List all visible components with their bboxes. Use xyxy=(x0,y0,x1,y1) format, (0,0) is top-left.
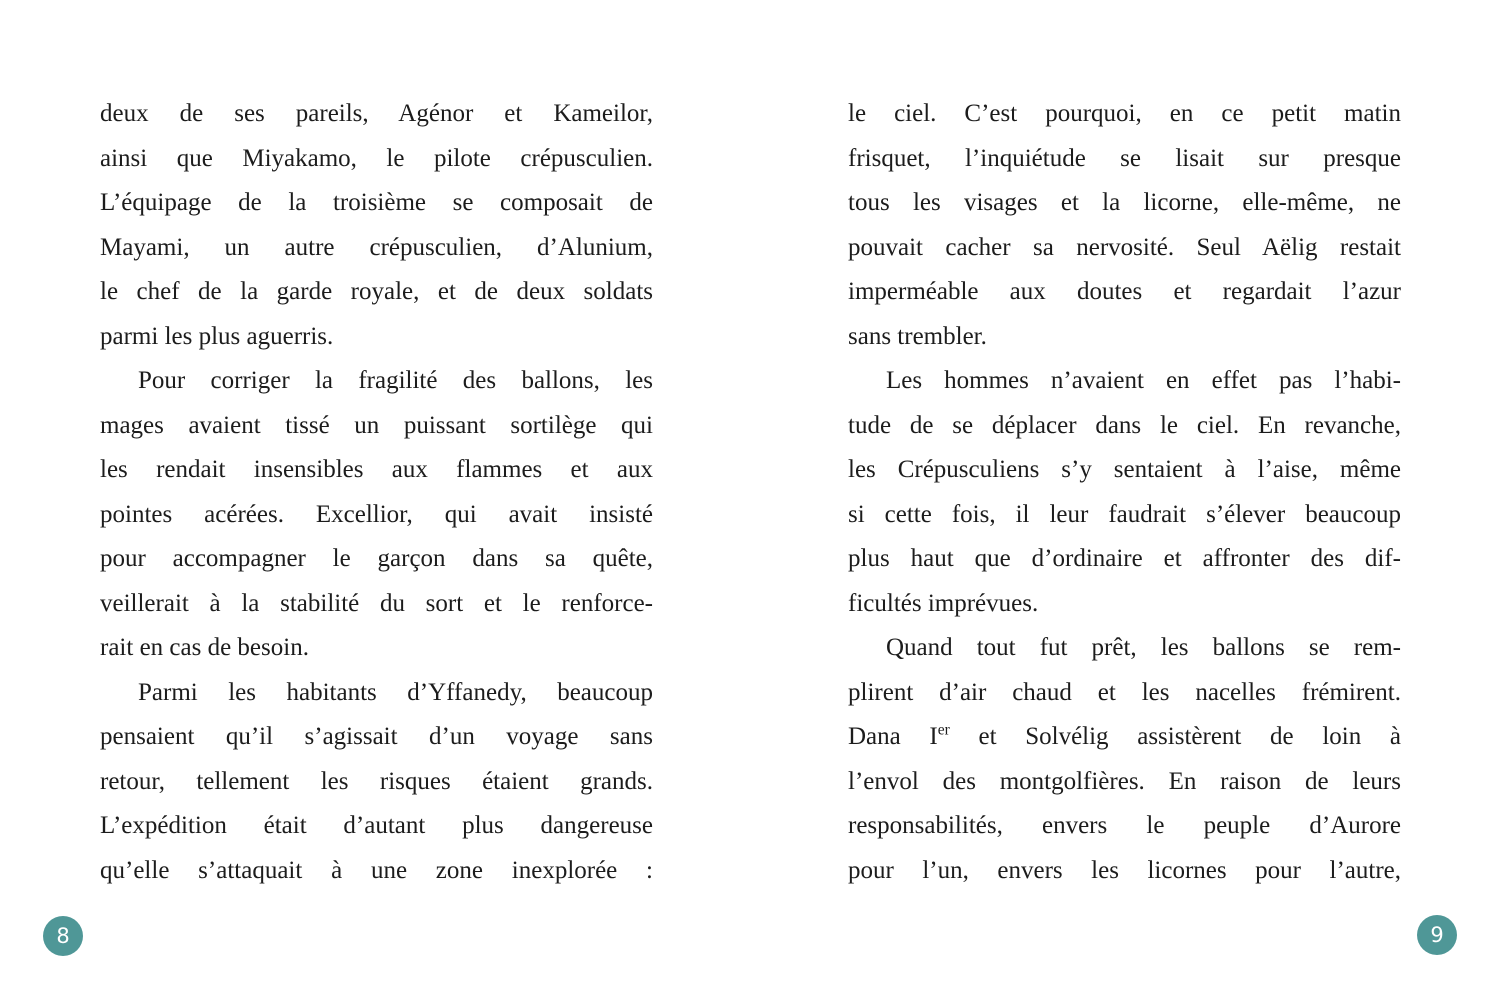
text-line: tous les visages et la licorne, elle-même, ne xyxy=(848,189,1401,216)
page-number-badge xyxy=(1417,915,1457,955)
text-line: si cette fois, il leur faudrait s’élever beaucoup xyxy=(848,500,1401,528)
text-line: pensaient qu’il s’agissait d’un voyage sans xyxy=(100,723,653,750)
text-line: pour accompagner le garçon dans sa quête, xyxy=(100,545,653,572)
text-line: mages avaient tissé un puissant sortilège qui xyxy=(100,411,653,439)
text-line: pour l’un, envers les licornes pour l’autre, xyxy=(848,856,1401,884)
text-line: plirent d’air chaud et les nacelles frémirent. xyxy=(848,678,1401,706)
page-number: 9 xyxy=(1430,923,1444,947)
text-line: Parmi les habitants d’Yffanedy, beaucoup xyxy=(138,678,653,706)
text-line: L’expédition était d’autant plus dangereuse xyxy=(100,812,653,839)
text-line: parmi les plus aguerris. xyxy=(100,322,334,350)
text-line: qu’elle s’attaquait à une zone inexplorée : xyxy=(100,856,653,884)
text-line: Quand tout fut prêt, les ballons se rem- xyxy=(886,634,1401,661)
paragraph xyxy=(100,92,653,359)
text-line: frisquet, l’inquiétude se lisait sur presque xyxy=(848,144,1401,172)
text-line: les Crépusculiens s’y sentaient à l’aise, même xyxy=(848,456,1401,483)
text-line: responsabilités, envers le peuple d’Aurore xyxy=(848,812,1401,839)
text-line: les rendait insensibles aux flammes et aux xyxy=(100,456,653,483)
paragraph xyxy=(848,626,1401,893)
text-line: plus haut que d’ordinaire et affronter des dif- xyxy=(848,545,1401,572)
text-line: l’envol des montgolfières. En raison de leurs xyxy=(848,767,1401,795)
text-line: pointes acérées. Excellior, qui avait insisté xyxy=(100,500,653,528)
text-line: imperméable aux doutes et regardait l’azur xyxy=(848,278,1401,305)
text-line: le ciel. C’est pourquoi, en ce petit matin xyxy=(848,100,1401,127)
paragraph xyxy=(848,359,1401,626)
text-line: rait en cas de besoin. xyxy=(100,634,309,661)
text-line: ficultés imprévues. xyxy=(848,589,1039,617)
paragraph xyxy=(848,92,1401,359)
text-line: le chef de la garde royale, et de deux soldats xyxy=(100,278,653,305)
text-line: ainsi que Miyakamo, le pilote crépusculien. xyxy=(100,144,653,172)
text-line: sans trembler. xyxy=(848,322,987,350)
text-line: Dana Ier et Solvélig assistèrent de loin à xyxy=(848,721,1401,750)
text-line: deux de ses pareils, Agénor et Kameilor, xyxy=(100,100,653,127)
text-line: pouvait cacher sa nervosité. Seul Aëlig restait xyxy=(848,233,1401,261)
page-number: 8 xyxy=(56,924,70,948)
paragraph xyxy=(100,671,653,894)
text-line: L’équipage de la troisième se composait de xyxy=(100,189,653,216)
text-line: retour, tellement les risques étaient grands. xyxy=(100,767,653,795)
text-line: Mayami, un autre crépusculien, d’Alunium, xyxy=(100,233,653,261)
page-left-text xyxy=(100,92,653,893)
text-line: tude de se déplacer dans le ciel. En revanche, xyxy=(848,411,1401,439)
text-line: Pour corriger la fragilité des ballons, les xyxy=(138,367,653,394)
page-number-badge xyxy=(43,916,83,956)
paragraph xyxy=(100,359,653,671)
text-line: Les hommes n’avaient en effet pas l’habi- xyxy=(886,367,1401,394)
text-line: veillerait à la stabilité du sort et le renforce- xyxy=(100,589,653,617)
page-right-text xyxy=(848,92,1401,893)
